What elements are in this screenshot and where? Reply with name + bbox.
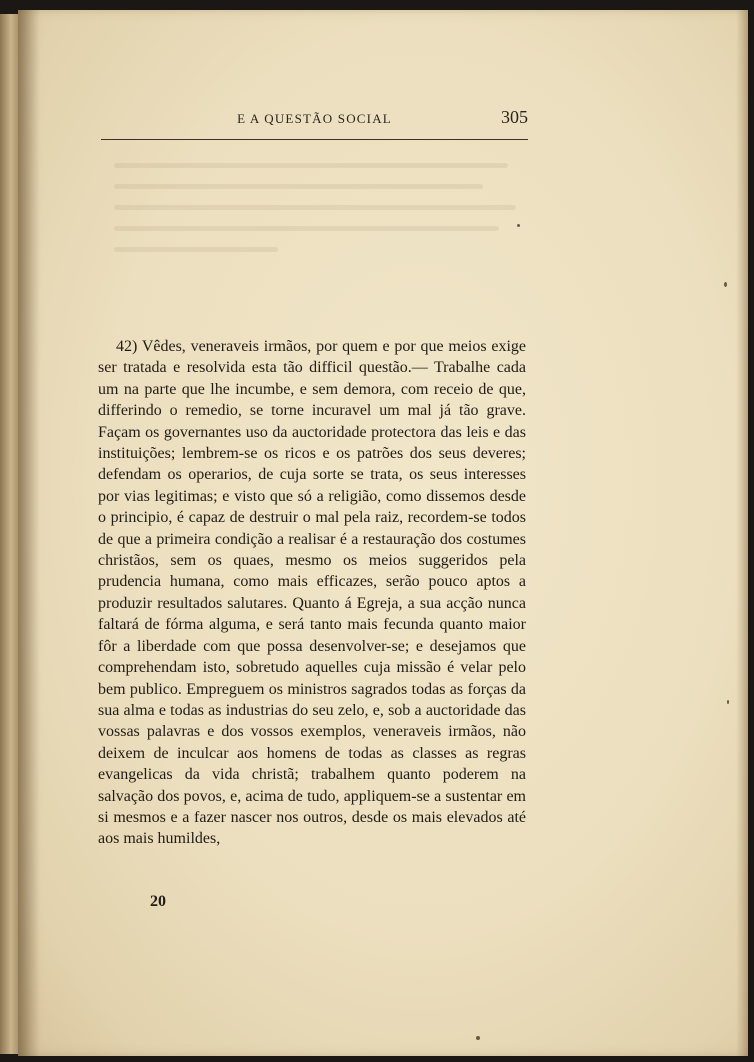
show-through-line	[114, 163, 508, 168]
header-rule	[101, 139, 528, 140]
page-edge-shadow	[736, 10, 748, 1056]
show-through-line	[114, 184, 483, 189]
paper-speck	[476, 1036, 480, 1040]
show-through-line	[114, 247, 278, 252]
show-through-text	[114, 163, 524, 273]
show-through-line	[114, 205, 516, 210]
paper-speck	[517, 224, 520, 227]
paper-speck	[727, 700, 729, 704]
page-number: 305	[501, 107, 528, 127]
running-header	[101, 107, 528, 131]
page-spine-shadow	[18, 10, 40, 1056]
show-through-line	[114, 226, 499, 231]
signature-mark: 20	[150, 893, 166, 910]
previous-page-edge	[0, 14, 20, 1054]
running-title: E A QUESTÃO SOCIAL	[237, 111, 392, 126]
body-paragraph: 42) Vêdes, veneraveis irmãos, por quem e por que meios exige ser tratada e resolvida esta tão difficil questão.— Trabalhe cada um na parte que lhe incumbe, e sem demora, com receio de que, differindo o remedio, se torne incuravel um mal já tão grave. Façam os governantes uso da auctoridade protectora das leis e das instituições; lembrem-se os ricos e os patrões dos seus deveres; defendam os operarios, de cuja sorte se trata, os seus interesses por vias legitimas; e visto que só a religião, como dissemos desde o principio, é capaz de destruir o mal pela raiz, recordem-se todos de que a primeira condição a realisar é a restauração dos costumes christãos, sem os quaes, mesmo os meios suggeridos pela prudencia humana, como mais efficazes, serão pouco aptos a produzir resultados salutares. Quanto á Egreja, a sua acção nunca faltará de fórma alguma, e será tanto mais fecunda quanto maior fôr a liberdade com que possa desenvolver-se; e desejamos que comprehendam isto, sobretudo aquelles cuja missão é velar pelo bem publico. Empreguem os ministros sagrados todas as forças da sua alma e todas as industrias do seu zelo, e, sob a auctoridade das vossas palavras e dos vossos exemplos, veneraveis irmãos, não deixem de inculcar aos homens de todas as classes as regras evangelicas da vida christã; trabalhem quanto poderem na salvação dos povos, e, acima de tudo, appliquem-se a sustentar em si mesmos e a fazer nascer nos outros, desde os mais elevados até aos mais humildes,	[98, 338, 526, 848]
paper-speck	[724, 282, 727, 287]
